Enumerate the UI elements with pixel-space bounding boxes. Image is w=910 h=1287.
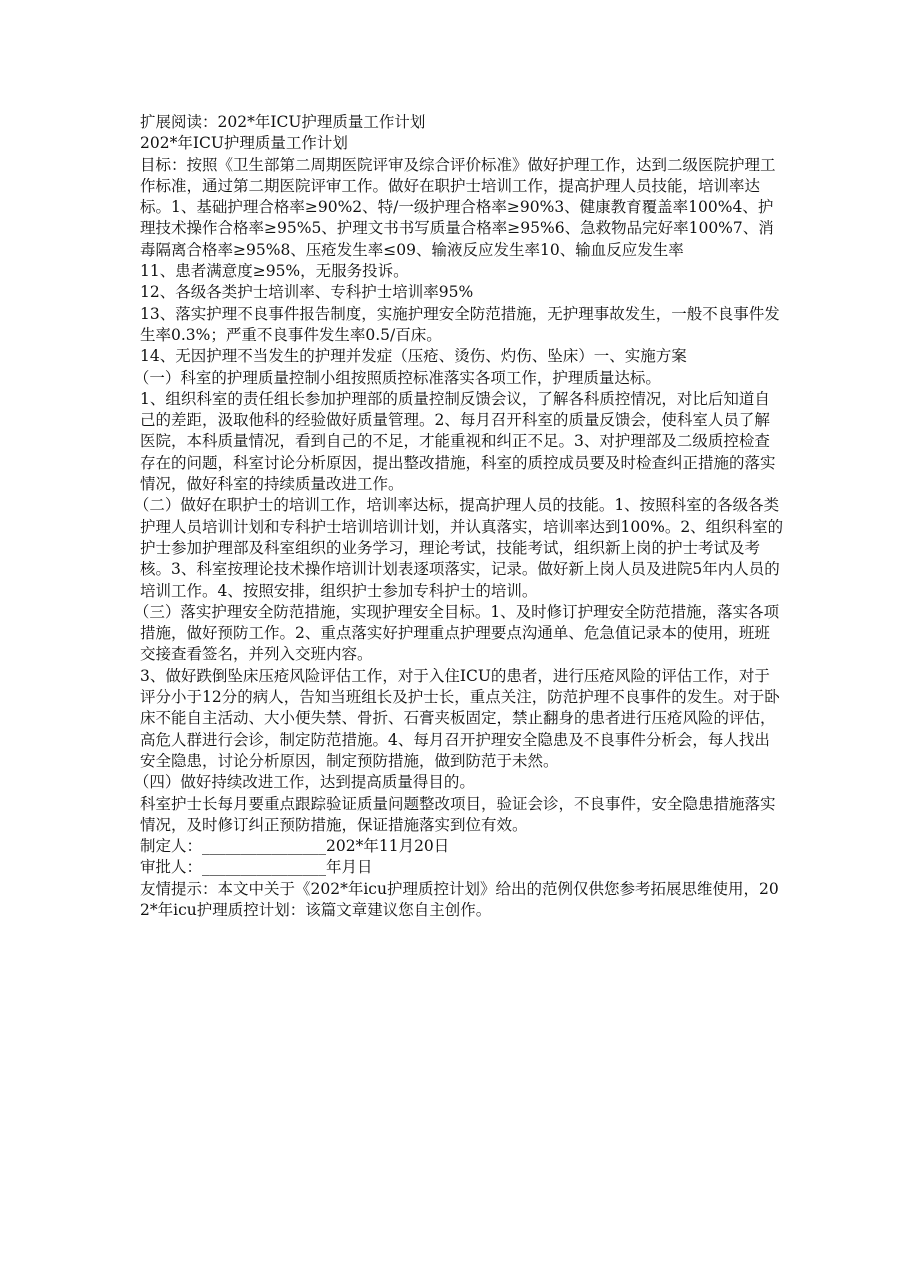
section-4-heading: （四）做好持续改进工作，达到提高质量得目的。	[133, 773, 475, 792]
maker-signature-line	[140, 836, 784, 857]
approver-label: 审批人：	[140, 858, 203, 877]
maker-date: 202*年11月20日	[326, 837, 450, 856]
friendly-tip: 友情提示：本文中关于《202*年icu护理质控计划》给出的范例仅供您参考拓展思维使用，202*年icu护理质控计划：该篇文章建议您自主创作。	[140, 879, 779, 919]
section-3-paragraph: （三）落实护理安全防范措施，实现护理安全目标。1、及时修订护理安全防范措施，落实各项措施，做好预防工作。2、重点落实好护理重点护理要点沟通单、危急值记录本的使用，班班交接查看签名，并列入交班内容。	[133, 602, 780, 664]
document-body	[133, 112, 784, 921]
goal-item-11: 11、患者满意度≥95%，无服务投诉。	[140, 262, 409, 281]
goal-item-14: 14、无因护理不当发生的护理并发症（压疮、烫伤、灼伤、坠床）一、实施方案	[140, 347, 687, 366]
section-4-body: 科室护士长每月要重点跟踪验证质量问题整改项目，验证会诊，不良事件，安全隐患措施落实情况，及时修订纠正预防措施，保证措施落实到位有效。	[140, 794, 776, 834]
extended-reading-heading: 扩展阅读：202*年ICU护理质量工作计划	[140, 113, 426, 131]
section-3-item-3: 3、做好跌倒坠床压疮风险评估工作，对于入住ICU的患者，进行压疮风险的评估工作，对于评分小于12分的病人，告知当班组长及护士长，重点关注，防范护理不良事件的发生。对于卧床不能自主活动、大小便失禁、骨折、石膏夹板固定，禁止翻身的患者进行压疮风险的评估，高危人群进行会诊，制定防范措施。4、每月召开护理安全隐患及不良事件分析会，每人找出安全隐患，讨论分析原因，制定预防措施，做到防范于未然。	[140, 666, 780, 770]
maker-label: 制定人：	[140, 837, 203, 856]
section-2-paragraph: （二）做好在职护士的培训工作，培训率达标，提高护理人员的技能。1、按照科室的各级各类护理人员培训计划和专科护士培训培训计划，并认真落实，培训率达到100%。2、组织科室的护士参加护理部及科室组织的业务学习，理论考试，技能考试，组织新上岗的护士考试及考核。3、科室按理论技术操作培训计划表逐项落实，记录。做好新上岗人员及进院5年内人员的培训工作。4、按照安排，组织护士参加专科护士的培训。	[133, 496, 784, 600]
section-1-heading: （一）科室的护理质量控制小组按照质控标准落实各项工作，护理质量达标。	[133, 368, 661, 387]
maker-blank: ________________	[202, 837, 327, 856]
goals-paragraph: 目标：按照《卫生部第二周期医院评审及综合评价标准》做好护理工作，达到二级医院护理工作标准，通过第二期医院评审工作。做好在职护士培训工作，提高护理人员技能，培训率达标。1、基础护理合格率≥90%2、特/一级护理合格率≥90%3、健康教育覆盖率100%4、护理技术操作合格率≥95%5、护理文书书写质量合格率≥95%6、急救物品完好率100%7、消毒隔离合格率≥95%8、压疮发生率≤09、输液反应发生率10、输血反应发生率	[140, 155, 776, 259]
goal-item-13: 13、落实护理不良事件报告制度，实施护理安全防范措施，无护理事故发生，一般不良事件发生率0.3%；严重不良事件发生率0.5/百床。	[140, 304, 780, 344]
section-1-body: 1、组织科室的责任组长参加护理部的质量控制反馈会议，了解各科质控情况，对比后知道自己的差距，汲取他科的经验做好质量管理。2、每月召开科室的质量反馈会，使科室人员了解医院，本科质量情况，看到自己的不足，才能重视和纠正不足。3、对护理部及二级质控检查存在的问题，科室讨论分析原因，提出整改措施，科室的质控成员要及时检查纠正措施的落实情况，做好科室的持续质量改进工作。	[140, 389, 776, 494]
approver-date: 年月日	[326, 858, 373, 877]
approver-blank: ________________	[202, 858, 327, 877]
approver-signature-line	[140, 857, 784, 878]
goal-item-12: 12、各级各类护士培训率、专科护士培训率95%	[140, 283, 474, 302]
document-title: 202*年ICU护理质量工作计划	[140, 134, 348, 153]
